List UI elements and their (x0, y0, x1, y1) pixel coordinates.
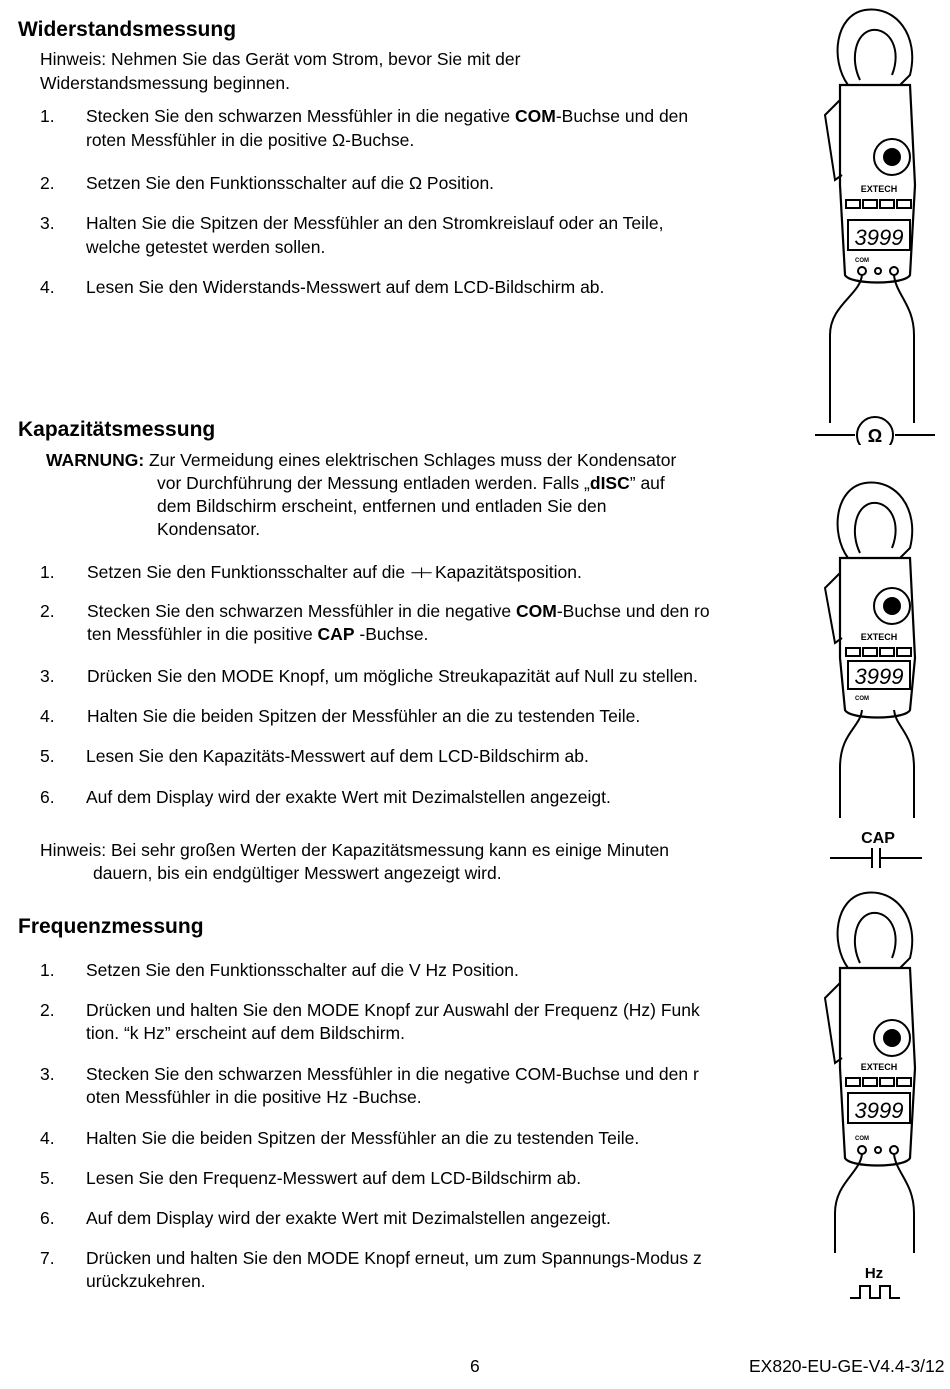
s1-step-1-text-c: -Buchse und den (555, 106, 689, 126)
s2-note-line-2: dauern, bis ein endgültiger Messwert angezeigt wird. (93, 863, 502, 883)
s2-step-1-text-c: Kapazitätsposition. (430, 562, 582, 582)
s2-step-4-line-1: Halten Sie die beiden Spitzen der Messfühler an die zu testenden Teile. (87, 706, 641, 726)
s1-step-1-line-1 (86, 105, 688, 128)
s1-step-1-number: 1. (40, 106, 55, 126)
s3-step-1-number: 1. (40, 960, 55, 980)
s2-note-line-1: Hinweis: Bei sehr großen Werten der Kapazitätsmessung kann es einige Minuten (40, 840, 670, 860)
s3-step-5-line-1: Lesen Sie den Frequenz-Messwert auf dem LCD-Bildschirm ab. (86, 1168, 582, 1188)
s3-step-2-line-1: Drücken und halten Sie den MODE Knopf zur Auswahl der Frequenz (Hz) Funk (86, 1000, 700, 1020)
s2-step-1-line-1 (87, 561, 582, 585)
s2-step-3-line-1: Drücken Sie den MODE Knopf, um mögliche Streukapazität auf Null zu stellen. (87, 666, 698, 686)
s1-step-3-line-2: welche getestet werden sollen. (86, 237, 326, 257)
s3-step-7-line-1: Drücken und halten Sie den MODE Knopf erneut, um zum Spannungs-Modus z (86, 1248, 702, 1268)
s2-warning-line-4: Kondensator. (157, 519, 261, 539)
s1-step-1-com: COM (515, 106, 556, 126)
s2-step-6-line-1: Auf dem Display wird der exakte Wert mit Dezimalstellen angezeigt. (86, 787, 611, 807)
s2-warning-text-2c: ” auf (629, 473, 665, 493)
capacitor-symbol-icon: ⊣⊢ (409, 565, 431, 582)
brand-logo: EXTECH (860, 1062, 898, 1072)
s3-step-6-line-1: Auf dem Display wird der exakte Wert mit Dezimalstellen angezeigt. (86, 1208, 611, 1228)
s2-step-5-number: 5. (40, 746, 55, 766)
s2-step-2-text-f: -Buchse. (354, 624, 429, 644)
heading-widerstandsmessung: Widerstandsmessung (18, 18, 237, 41)
clamp-meter-resistance-figure (810, 5, 940, 445)
s2-step-2-line-1 (87, 600, 710, 623)
s3-step-4-line-1: Halten Sie die beiden Spitzen der Messfühler an die zu testenden Teile. (86, 1128, 640, 1148)
s3-step-4-number: 4. (40, 1128, 55, 1148)
hz-label: Hz (864, 1265, 884, 1282)
warning-label: WARNUNG: (46, 450, 145, 470)
document-id: EX820-EU-GE-V4.4-3/12 (749, 1356, 945, 1376)
s2-step-2-number: 2. (40, 601, 55, 621)
s1-step-2-number: 2. (40, 173, 55, 193)
s1-step-4-number: 4. (40, 277, 55, 297)
lcd-reading: 3999 (854, 225, 904, 250)
com-jack-label: COM (855, 258, 869, 264)
lcd-reading: 3999 (854, 1098, 904, 1123)
s2-step-2-text-c: -Buchse und den ro (556, 601, 710, 621)
s3-step-2-number: 2. (40, 1000, 55, 1020)
page-number: 6 (470, 1356, 480, 1376)
ohm-label: Ω (867, 426, 883, 445)
s3-step-3-line-2: oten Messfühler in die positive Hz -Buchse. (86, 1087, 422, 1107)
s3-step-7-number: 7. (40, 1248, 55, 1268)
s1-note-line-2: Widerstandsmessung beginnen. (40, 73, 291, 93)
com-jack-label: COM (855, 696, 869, 702)
s2-warning-line-3: dem Bildschirm erscheint, entfernen und entladen Sie den (157, 496, 607, 516)
s3-step-2-line-2: tion. “k Hz” erscheint auf dem Bildschirm. (86, 1023, 405, 1043)
s1-step-3-number: 3. (40, 213, 55, 233)
heading-frequenzmessung: Frequenzmessung (18, 915, 204, 938)
s3-step-3-number: 3. (40, 1064, 55, 1084)
s3-step-7-line-2: urückzukehren. (86, 1271, 206, 1291)
s3-step-1-line-1: Setzen Sie den Funktionsschalter auf die V Hz Position. (86, 960, 519, 980)
s2-step-2-com: COM (516, 601, 557, 621)
brand-logo: EXTECH (860, 632, 898, 642)
lcd-reading: 3999 (854, 664, 904, 689)
s3-step-3-line-1: Stecken Sie den schwarzen Messfühler in die negative COM-Buchse und den r (86, 1064, 699, 1084)
s1-step-4-line-1: Lesen Sie den Widerstands-Messwert auf dem LCD-Bildschirm ab. (86, 277, 605, 297)
s2-warning-text-1: Zur Vermeidung eines elektrischen Schlages muss der Kondensator (144, 450, 677, 470)
s2-step-5-line-1: Lesen Sie den Kapazitäts-Messwert auf dem LCD-Bildschirm ab. (86, 746, 589, 766)
brand-logo: EXTECH (860, 184, 898, 194)
s1-note-line-1: Hinweis: Nehmen Sie das Gerät vom Strom, bevor Sie mit der (40, 49, 521, 69)
clamp-meter-frequency-figure (810, 888, 940, 1308)
s3-step-5-number: 5. (40, 1168, 55, 1188)
s2-warning-line-2 (157, 472, 665, 495)
s2-step-2-text-a: Stecken Sie den schwarzen Messfühler in die negative (87, 601, 516, 621)
s2-step-2-text-d: ten Messfühler in die positive (87, 624, 318, 644)
s1-step-1-line-2: roten Messfühler in die positive Ω-Buchse. (86, 130, 415, 150)
s2-step-1-number: 1. (40, 562, 55, 582)
com-jack-label: COM (855, 1136, 869, 1142)
s2-step-6-number: 6. (40, 787, 55, 807)
s2-step-3-number: 3. (40, 666, 55, 686)
disc-label: dISC (589, 473, 630, 493)
s2-step-4-number: 4. (40, 706, 55, 726)
s1-step-3-line-1: Halten Sie die Spitzen der Messfühler an den Stromkreislauf oder an Teile, (86, 213, 664, 233)
clamp-meter-capacitance-figure (810, 478, 940, 873)
heading-kapazitaetsmessung: Kapazitätsmessung (18, 418, 216, 441)
s1-step-2-line-1: Setzen Sie den Funktionsschalter auf die Ω Position. (86, 173, 495, 193)
s1-step-1-text-a: Stecken Sie den schwarzen Messfühler in die negative (86, 106, 515, 126)
s2-step-2-line-2 (87, 623, 428, 646)
s2-warning-text-2: vor Durchführung der Messung entladen werden. Falls „ (157, 473, 590, 493)
cap-label: CAP (861, 830, 895, 847)
s2-step-2-cap: CAP (317, 624, 355, 644)
s2-warning-line-1 (46, 449, 676, 472)
s2-step-1-text-a: Setzen Sie den Funktionsschalter auf die (87, 562, 410, 582)
s3-step-6-number: 6. (40, 1208, 55, 1228)
